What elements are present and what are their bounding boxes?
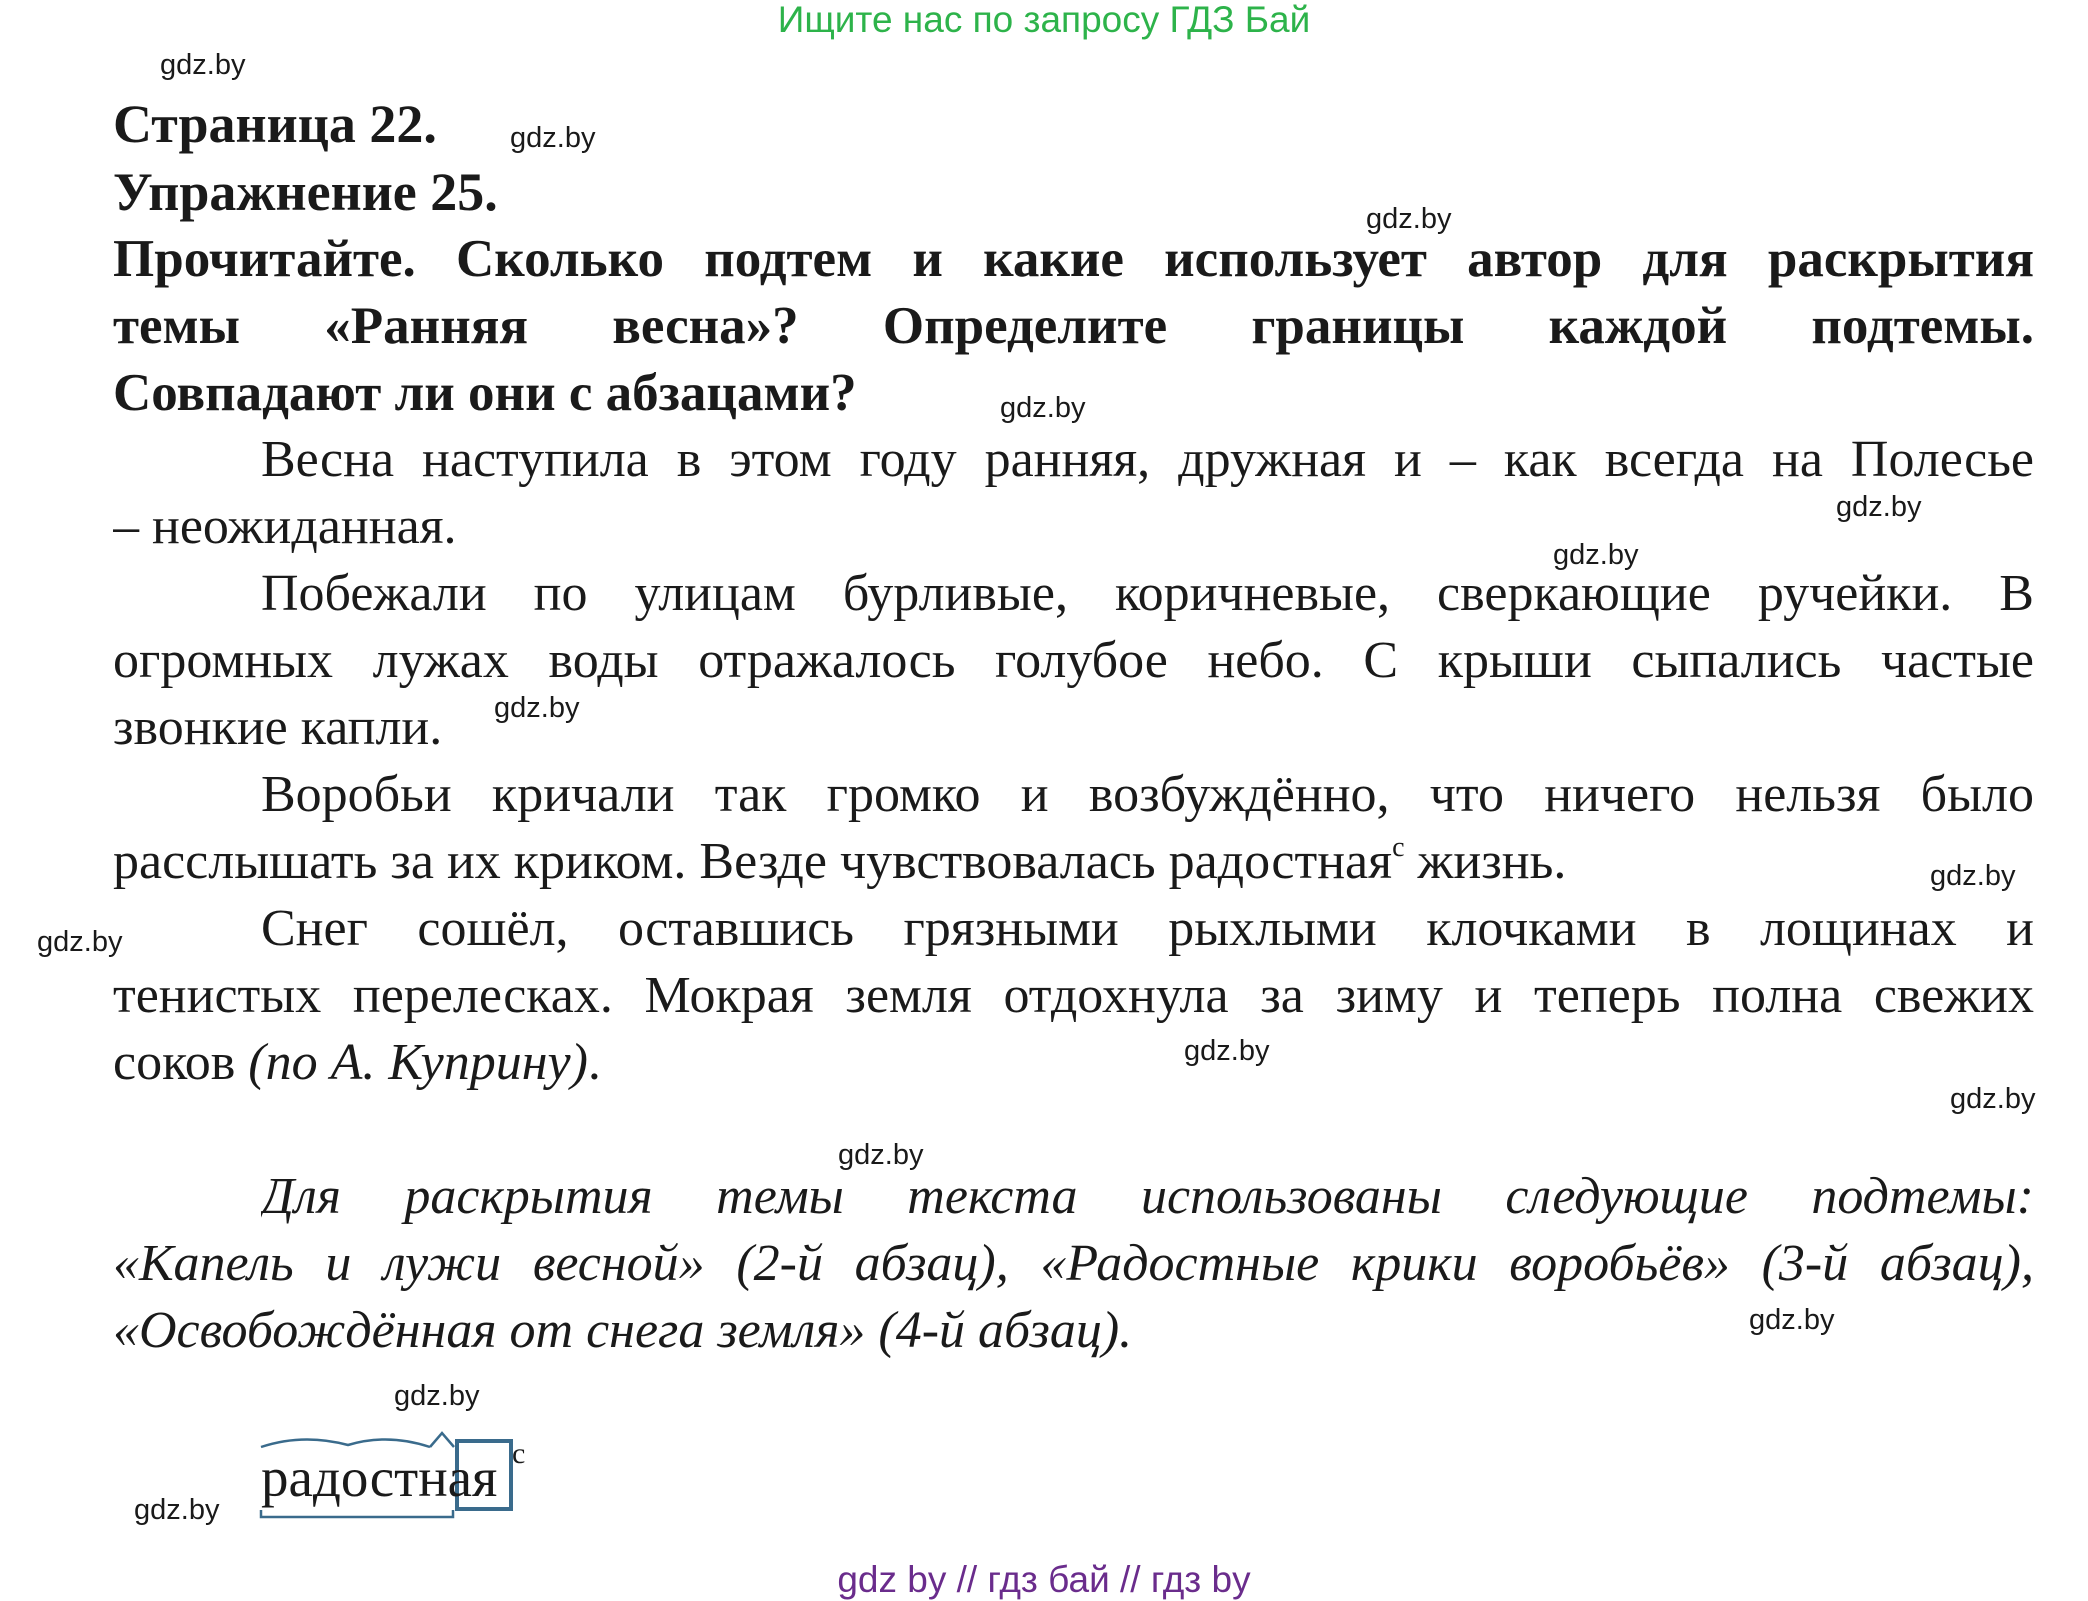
watermark: gdz.by [1950,1083,2036,1115]
text-line: Снег сошёл, оставшись грязными рыхлыми клочками в лощинах и [261,900,2034,957]
exercise-title: Упражнение 25. [113,162,498,222]
task-line: Прочитайте. Сколько подтем и какие использует автор для раскрытия [113,230,2034,288]
text-fragment: . [587,1034,601,1091]
watermark: gdz.by [494,692,580,724]
top-banner: Ищите нас по запросу ГДЗ Бай [777,0,1311,40]
watermark: gdz.by [1366,203,1452,235]
watermark: gdz.by [160,49,246,81]
watermark: gdz.by [1749,1304,1835,1336]
analyzed-word: радостная [261,1447,498,1508]
text-line: звонкие капли. [113,699,443,756]
morpheme-mark: с [1392,832,1405,863]
answer-line: Для раскрытия темы текста использованы следующие подтемы: [261,1168,2034,1225]
task-line: Совпадают ли они с абзацами? [113,364,857,422]
text-fragment: соков [113,1034,249,1091]
page-title: Страница 22. [113,94,437,154]
task-line: темы «Ранняя весна»? Определите границы каждой подтемы. [113,297,2034,355]
text-line: Воробьи кричали так громко и возбуждённо, что ничего нельзя было [261,766,2034,823]
watermark: gdz.by [1553,539,1639,571]
text-line [113,829,2034,895]
watermark: gdz.by [394,1380,480,1412]
source-citation: (по А. Куприну) [248,1034,588,1091]
text-line: – неожиданная. [113,498,457,555]
text-line: Весна наступила в этом году ранняя, дружная и – как всегда на Полесье [261,431,2034,488]
answer-line: «Капель и лужи весной» (2-й абзац), «Радостные крики воробьёв» (3-й абзац), [113,1235,2034,1292]
watermark: gdz.by [1184,1035,1270,1067]
watermark: gdz.by [37,926,123,958]
text-line: тенистых перелесках. Мокрая земля отдохнула за зиму и теперь полна свежих [113,967,2034,1024]
footer-links[interactable]: gdz by // гдз бай // гдз by [837,1559,1251,1600]
stem-bracket [261,1510,453,1517]
watermark: gdz.by [1930,860,2016,892]
text-fragment: расслышать за их криком. Везде чувствовалась радостная [113,833,1393,890]
word-analysis [258,1425,558,1535]
watermark: gdz.by [1836,491,1922,523]
text-fragment: жизнь. [1404,833,1567,890]
watermark: gdz.by [134,1494,220,1526]
watermark: gdz.by [510,122,596,154]
answer-line: «Освобождённая от снега земля» (4-й абзац). [113,1302,1133,1359]
text-line: Побежали по улицам бурливые, коричневые, сверкающие ручейки. В [261,565,2034,622]
watermark: gdz.by [1000,392,1086,424]
text-line [113,1030,2034,1096]
watermark: gdz.by [838,1139,924,1171]
text-line: огромных лужах воды отражалось голубое небо. С крыши сыпались частые [113,632,2034,689]
morpheme-mark: с [512,1437,526,1470]
